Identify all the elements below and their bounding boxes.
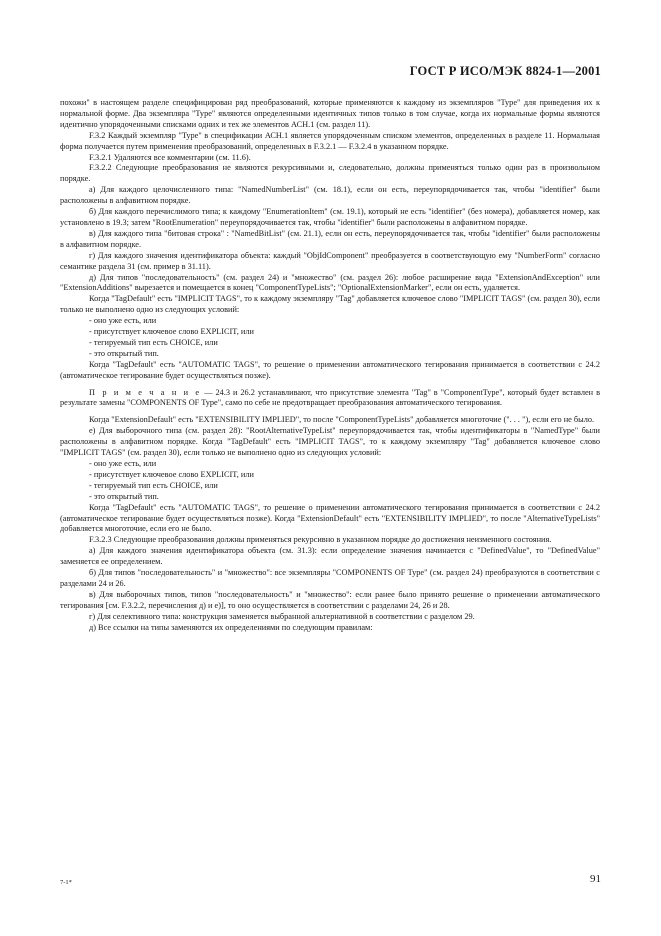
dash-item: - оно уже есть, или bbox=[89, 316, 157, 326]
paragraph: F.3.2.3 Следующие преобразования должны применяться рекурсивно в указанном порядке до достижения неизменного состояния. bbox=[89, 535, 552, 545]
paragraph: Когда "ExtensionDefault" есть "EXTENSIBILITY IMPLIED", то после "ComponentTypeLists" добавляется многоточие (". . . "), если его не было. bbox=[89, 415, 595, 425]
note-text: — 24.3 и 26.2 устанавливают, что присутствие элемента "Tag" в "ComponentType", который будет вставлен в результате замены "COMPONENTS OF Type", само по себе не предотвращает преобразования автоматического тегирования. bbox=[60, 387, 600, 408]
list-item: е) Для выборочного типа (см. раздел 28): "RootAlternativeTypeList" переупорядочивается так, чтобы идентификаторы в "NamedType" были расположены в алфавитном порядке. Когда "TagDefault" есть "IMPLICIT TAGS", то к каждому экземпляру "Tag" добавляется ключевое слово "IMPLICIT TAGS" (см. раздел 30), если только не выполнено одно из следующих условий: bbox=[60, 426, 600, 458]
note-paragraph bbox=[60, 388, 600, 410]
list-item: а) Для каждого целочисленного типа: "NamedNumberList" (см. 18.1), если он есть, переупорядочивается так, чтобы "identifier" были расположены в алфавитном порядке. bbox=[60, 185, 600, 206]
dash-item: - это открытый тип. bbox=[89, 348, 159, 358]
page-number: 91 bbox=[590, 873, 601, 885]
list-item: г) Для каждого значения идентификатора объекта: каждый "ObjIdComponent" преобразуется в соответствующую ему "NumberForm" согласно семантике раздела 31 (см. пример в 31.11). bbox=[60, 250, 600, 271]
list-item: г) Для селективного типа: конструкция заменяется выбранной альтернативной в соответствии с разделом 29. bbox=[89, 611, 475, 621]
list-item: д) Для типов "последовательность" (см. раздел 24) и "множество" (см. раздел 26): любое расширение вида "ExtensionAndException" или "ExtensionAdditions" вырезается и помещается в конец "ComponentTypeLists"; "OptionalExtensionMarker", если он есть, удаляется. bbox=[60, 272, 600, 293]
document-body bbox=[60, 98, 600, 634]
paragraph: Когда "TagDefault" есть "IMPLICIT TAGS", то к каждому экземпляру "Tag" добавляется ключевое слово "IMPLICIT TAGS" (см. раздел 30), если только не выполнено одно из следующих условий: bbox=[60, 294, 600, 315]
dash-item: - присутствует ключевое слово EXPLICIT, или bbox=[89, 327, 254, 337]
paragraph: F.3.2 Каждый экземпляр "Type" в спецификации АСН.1 является упорядоченным списком элементов, определенных в разделе 11. Нормальная форма получается путем применения преобразований, определенных в F.3.2.1 — F.3.2.4 в указанном порядке. bbox=[60, 130, 600, 151]
paragraph: Когда "TagDefault" есть "AUTOMATIC TAGS", то решение о применении автоматического тегирования принимается в соответствии с 24.2 (автоматическое тегирование будет осуществляться позже). Когда "ExtensionDefault" есть "EXTENSIBILITY IMPLIED", то после "AlternativeTypeLists" добавляется многоточие, если его не было. bbox=[60, 502, 600, 534]
list-item: а) Для каждого значения идентификатора объекта (см. 31.3): если определение значения начинается с "DefinedValue", то "DefinedValue" заменяется ее определением. bbox=[60, 546, 600, 567]
paragraph: похожи" в настоящем разделе специфицирован ряд преобразований, которые применяются к каждому из экземпляров "Type" для приведения их к нормальной форме. Два экземпляра "Type" являются определенными идентичных типов только в том случае, когда их нормальные формы являются идентично упорядоченными списками одних и тех же элементов АСН.1 (см. раздел 11). bbox=[60, 98, 600, 129]
dash-item: - присутствует ключевое слово EXPLICIT, или bbox=[89, 469, 254, 479]
list-item: д) Все ссылки на типы заменяются их определениями по следующим правилам: bbox=[89, 622, 373, 632]
dash-item: - оно уже есть, или bbox=[89, 459, 157, 468]
dash-item: - тегируемый тип есть CHOICE, или bbox=[89, 480, 218, 490]
footer-signature-mark: 7-1* bbox=[60, 879, 72, 886]
note-label: П р и м е ч а н и е bbox=[89, 387, 202, 397]
paragraph: F.3.2.2 Следующие преобразования не являются рекурсивными и, следовательно, должны применяться только один раз в произвольном порядке. bbox=[60, 163, 600, 184]
list-item: в) Для каждого типа "битовая строка" : "NamedBitList" (см. 21.1), если он есть, переупорядочивается так, чтобы "identifier" были расположены в алфавитном порядке. bbox=[60, 228, 600, 249]
list-item: б) Для каждого перечислимого типа; к каждому "EnumerationItem" (см. 19.1), который не есть "identifier" (без номера), добавляется номер, как установлено в 19.3; затем "RootEnumeration" переупорядочивается так, чтобы "identifier" были расположены в алфавитном порядке. bbox=[60, 207, 600, 227]
paragraph: Когда "TagDefault" есть "AUTOMATIC TAGS", то решение о применении автоматического тегирования принимается в соответствии с 24.2 (автоматическое тегирование будет осуществляться позже). bbox=[60, 359, 600, 380]
dash-item: - тегируемый тип есть CHOICE, или bbox=[89, 337, 218, 347]
list-item: в) Для выборочных типов, типов "последовательность" и "множество": если ранее было принято решение о применении автоматического тегирования [см. F.3.2.2, перечисления д) и е)], то оно осуществляется в соответствии с разделами 24, 26 и 28. bbox=[60, 589, 600, 610]
paragraph: F.3.2.1 Удаляются все комментарии (см. 11.6). bbox=[89, 152, 251, 162]
list-item: б) Для типов "последовательность" и "множество": все экземпляры "COMPONENTS OF Type" (см. раздел 24) преобразуются в соответствии с разделами 24 и 26. bbox=[60, 568, 600, 588]
dash-item: - это открытый тип. bbox=[89, 491, 159, 501]
document-header: ГОСТ Р ИСО/МЭК 8824-1—2001 bbox=[409, 64, 601, 78]
